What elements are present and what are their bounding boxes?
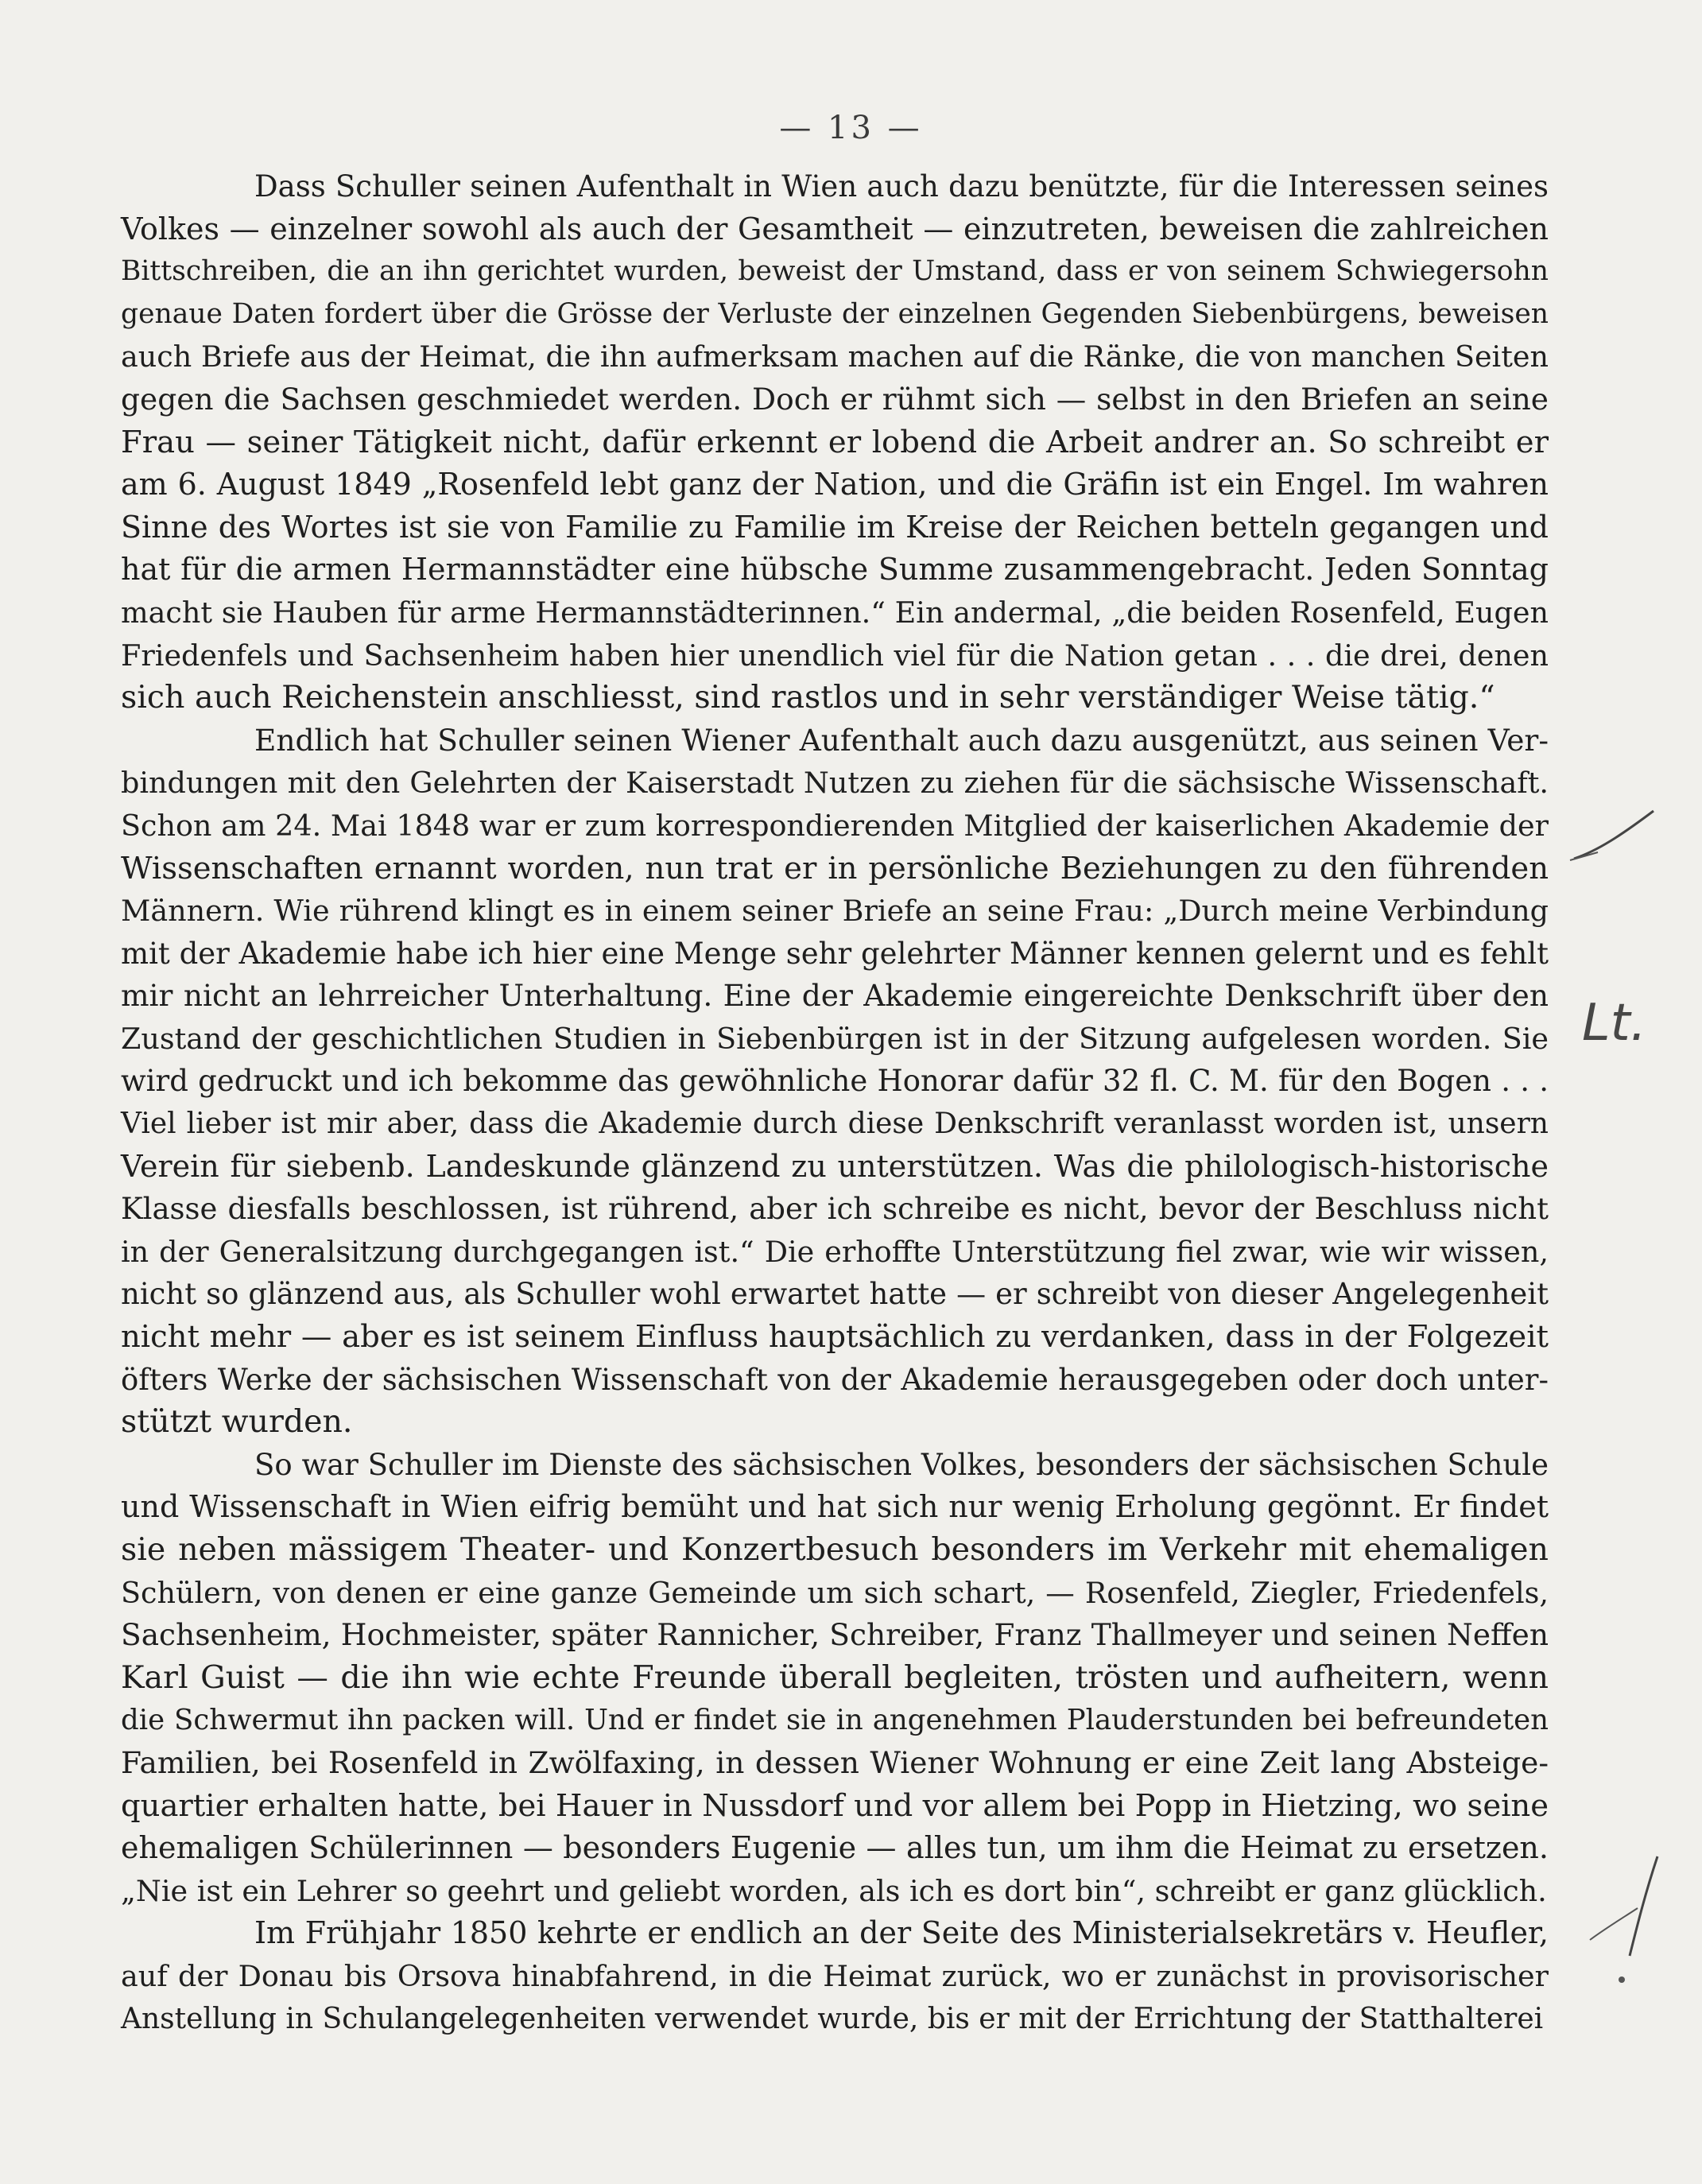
paragraph bbox=[121, 1444, 1549, 1913]
text-line: auf der Donau bis Orsova hinabfahrend, in die Heimat zurück, wo er zunächst in provisorischer bbox=[121, 1958, 1549, 1993]
paragraph bbox=[121, 720, 1549, 1444]
margin-stroke-lower-icon bbox=[1582, 1852, 1669, 1988]
text-line: Anstellung in Schulangelegenheiten verwendet wurde, bis er mit der Errichtung der Statthalterei bbox=[121, 2002, 1544, 2035]
text-line: genaue Daten fordert über die Grösse der Verluste der einzelnen Gegenden Siebenbürgens, beweisen bbox=[121, 297, 1549, 330]
margin-stroke-upper-icon bbox=[1566, 803, 1661, 875]
text-line: und Wissenschaft in Wien eifrig bemüht und hat sich nur wenig Erholung gegönnt. Er findet bbox=[121, 1489, 1549, 1525]
text-line: nicht so glänzend aus, als Schuller wohl erwartet hatte — er schreibt von dieser Angelegenheit bbox=[121, 1277, 1549, 1312]
margin-note-lt: Lt. bbox=[1582, 994, 1647, 1053]
text-line: Karl Guist — die ihn wie echte Freunde überall begleiten, trösten und aufheitern, wenn bbox=[121, 1658, 1549, 1696]
text-line: Männern. Wie rührend klingt es in einem seiner Briefe an seine Frau: „Durch meine Verbindung bbox=[121, 894, 1549, 929]
text-line: mit der Akademie habe ich hier eine Menge sehr gelehrter Männer kennen gelernt und es fehlt bbox=[121, 936, 1549, 971]
text-line: Zustand der geschichtlichen Studien in Siebenbürgen ist in der Sitzung aufgelesen worden. Sie bbox=[121, 1021, 1549, 1056]
text-line: am 6. August 1849 „Rosenfeld lebt ganz der Nation, und die Gräfin ist ein Engel. Im wahren bbox=[121, 467, 1549, 502]
body-text bbox=[121, 165, 1549, 2040]
text-line: Viel lieber ist mir aber, dass die Akademie durch diese Denkschrift veranlasst worden ist, unsern bbox=[121, 1108, 1549, 1141]
text-line: hat für die armen Hermannstädter eine hübsche Summe zusammengebracht. Jeden Sonntag bbox=[121, 552, 1549, 588]
text-line: Verein für siebenb. Landeskunde glänzend zu unterstützen. Was die philologisch-historische bbox=[121, 1148, 1549, 1184]
text-line: sich auch Reichenstein anschliesst, sind rastlos und in sehr verständiger Weise tätig.“ bbox=[121, 679, 1495, 716]
text-line: stützt wurden. bbox=[121, 1403, 353, 1441]
paragraph bbox=[121, 165, 1549, 720]
text-line: öfters Werke der sächsischen Wissenschaft von der Akademie herausgegeben oder doch unter- bbox=[121, 1362, 1549, 1397]
text-line: die Schwermut ihn packen will. Und er findet sie in angenehmen Plauderstunden bei befreundeten bbox=[121, 1704, 1549, 1737]
text-line: Wissenschaften ernannt worden, nun trat er in persönliche Beziehungen zu den führenden bbox=[121, 850, 1549, 886]
text-line: Bittschreiben, die an ihn gerichtet wurden, beweist der Umstand, dass er von seinem Schwiegersohn bbox=[121, 255, 1549, 288]
text-line: wird gedruckt und ich bekomme das gewöhnliche Honorar dafür 32 fl. C. M. für den Bogen . . . bbox=[121, 1064, 1549, 1099]
page-number: — 13 — bbox=[779, 110, 923, 146]
text-line: So war Schuller im Dienste des sächsischen Volkes, besonders der sächsischen Schule bbox=[254, 1447, 1549, 1482]
text-line: Frau — seiner Tätigkeit nicht, dafür erkennt er lobend die Arbeit andrer an. So schreibt er bbox=[121, 424, 1549, 460]
text-line: macht sie Hauben für arme Hermannstädterinnen.“ Ein andermal, „die beiden Rosenfeld, Eugen bbox=[121, 595, 1549, 630]
text-line: Klasse diesfalls beschlossen, ist rührend, aber ich schreibe es nicht, bevor der Beschluss nicht bbox=[121, 1192, 1549, 1227]
text-line: Volkes — einzelner sowohl als auch der Gesamtheit — einzutreten, beweisen die zahlreichen bbox=[121, 211, 1549, 246]
text-line: „Nie ist ein Lehrer so geehrt und geliebt worden, als ich es dort bin“, schreibt er ganz glücklich. bbox=[121, 1873, 1547, 1908]
text-line: auch Briefe aus der Heimat, die ihn aufmerksam machen auf die Ränke, die von manchen Seiten bbox=[121, 339, 1549, 374]
text-line: Friedenfels und Sachsenheim haben hier unendlich viel für die Nation getan . . . die drei, denen bbox=[121, 638, 1549, 673]
text-line: Familien, bei Rosenfeld in Zwölfaxing, in dessen Wiener Wohnung er eine Zeit lang Absteige- bbox=[121, 1744, 1549, 1780]
text-line: gegen die Sachsen geschmiedet werden. Doch er rühmt sich — selbst in den Briefen an seine bbox=[121, 381, 1549, 417]
text-line: mir nicht an lehrreicher Unterhaltung. Eine der Akademie eingereichte Denkschrift über den bbox=[121, 978, 1549, 1014]
text-line: quartier erhalten hatte, bei Hauer in Nussdorf und vor allem bei Popp in Hietzing, wo seine bbox=[121, 1787, 1549, 1824]
text-line: Sachsenheim, Hochmeister, später Rannicher, Schreiber, Franz Thallmeyer und seinen Neffen bbox=[121, 1617, 1549, 1653]
text-line: Dass Schuller seinen Aufenthalt in Wien auch dazu benützte, für die Interessen seines bbox=[254, 169, 1549, 204]
text-line: ehemaligen Schülerinnen — besonders Eugenie — alles tun, um ihm die Heimat zu ersetzen. bbox=[121, 1830, 1549, 1866]
text-line: in der Generalsitzung durchgegangen ist.“ Die erhoffte Unterstützung fiel zwar, wie wir wissen, bbox=[121, 1234, 1549, 1269]
text-line: Schon am 24. Mai 1848 war er zum korrespondierenden Mitglied der kaiserlichen Akademie der bbox=[121, 808, 1549, 843]
text-line: Endlich hat Schuller seinen Wiener Aufenthalt auch dazu ausgenützt, aus seinen Ver- bbox=[254, 722, 1549, 758]
paragraph bbox=[121, 1912, 1549, 2040]
text-line: nicht mehr — aber es ist seinem Einfluss hauptsächlich zu verdanken, dass in der Folgezeit bbox=[121, 1319, 1549, 1356]
text-line: sie neben mässigem Theater- und Konzertbesuch besonders im Verkehr mit ehemaligen bbox=[121, 1531, 1549, 1568]
text-line: Sinne des Wortes ist sie von Familie zu Familie im Kreise der Reichen betteln gegangen und bbox=[121, 509, 1549, 545]
text-line: bindungen mit den Gelehrten der Kaiserstadt Nutzen zu ziehen für die sächsische Wissenschaft. bbox=[121, 766, 1549, 801]
text-line: Schülern, von denen er eine ganze Gemeinde um sich schart, — Rosenfeld, Ziegler, Friedenfels, bbox=[121, 1575, 1549, 1610]
text-line: Im Frühjahr 1850 kehrte er endlich an der Seite des Ministerialsekretärs v. Heufler, bbox=[254, 1915, 1549, 1951]
